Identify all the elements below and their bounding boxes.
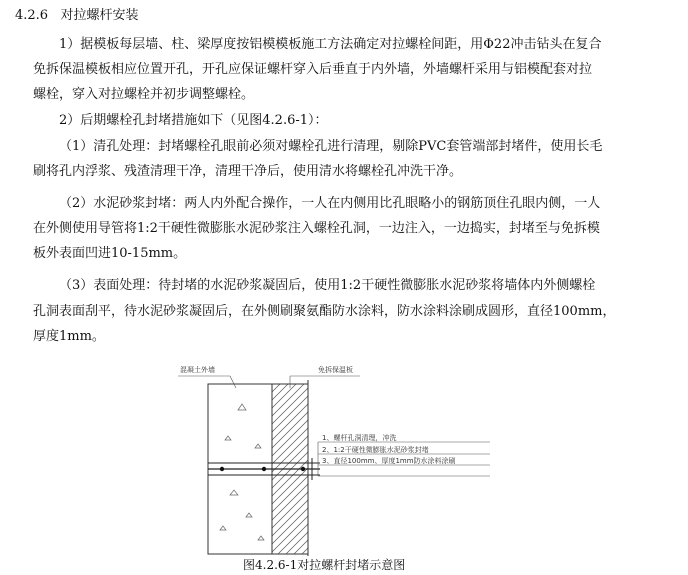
note-2: 2、1:2干硬性微膨胀水泥砂浆封堵 [322,446,429,454]
paragraph-5-line-3: 厚度1mm。 [33,329,105,344]
note-1: 1、螺杆孔洞清理，冲洗 [322,434,397,442]
bolt-point [220,467,224,471]
paragraph-3-line-2: 刷将孔内浮浆、残渣清理干净，清理干净后，使用清水将螺栓孔冲洗干净。 [33,164,463,179]
paragraph-1-line-1: 1）据模板每层墙、柱、梁厚度按铝模模板施工方法确定对拉螺栓间距，用Φ22冲击钻头在复合 [59,37,602,52]
paragraph-2-line-1: 2）后期螺栓孔封堵措施如下（见图4.2.6-1）： [59,113,328,128]
section-number: 4.2.6 [15,8,49,23]
notes-block [318,433,490,476]
section-title: 对拉螺杆安装 [60,8,139,23]
bolt-point [301,467,305,471]
figure-caption: 图4.2.6-1对拉螺杆封堵示意图 [243,558,406,572]
paragraph-5-line-1: （3）表面处理：待封堵的水泥砂浆凝固后，使用1:2干硬性微膨胀水泥砂浆将墙体内外侧螺栓 [59,278,596,293]
paragraph-3-line-1: （1）清孔处理：封堵螺栓孔眼前必须对螺栓孔进行清理，剔除PVC套管端部封堵件，使用长毛 [59,139,603,154]
paragraph-4-line-3: 板外表面凹进10-15mm。 [33,246,187,261]
note-3: 3、直径100mm、厚度1mm防水涂料涂刷 [322,457,456,465]
label-insulation-board: 免拆保温板 [318,366,353,374]
label-concrete-wall: 混凝土外墙 [180,366,215,374]
bolt-point [262,467,266,471]
paragraph-5-line-2: 孔洞表面刮平，待水泥砂浆凝固后，在外侧刷聚氨酯防水涂料，防水涂料涂刷成圆形，直径100mm， [33,304,616,319]
paragraph-4-line-2: 在外侧使用导管将1:2干硬性微膨胀水泥砂浆注入螺栓孔洞，一边注入，一边捣实，封堵至与免拆模 [33,221,600,236]
paragraph-1-line-2: 免拆保温模板相应位置开孔，开孔应保证螺杆穿入后垂直于内外墙，外墙螺杆采用与铝模配套对拉 [33,62,593,77]
paragraph-1-line-3: 螺栓，穿入对拉螺栓并初步调整螺栓。 [33,87,255,102]
paragraph-4-line-1: （2）水泥砂浆封堵：两人内外配合操作，一人在内侧用比孔眼略小的钢筋顶住孔眼内侧，一人 [59,196,601,211]
